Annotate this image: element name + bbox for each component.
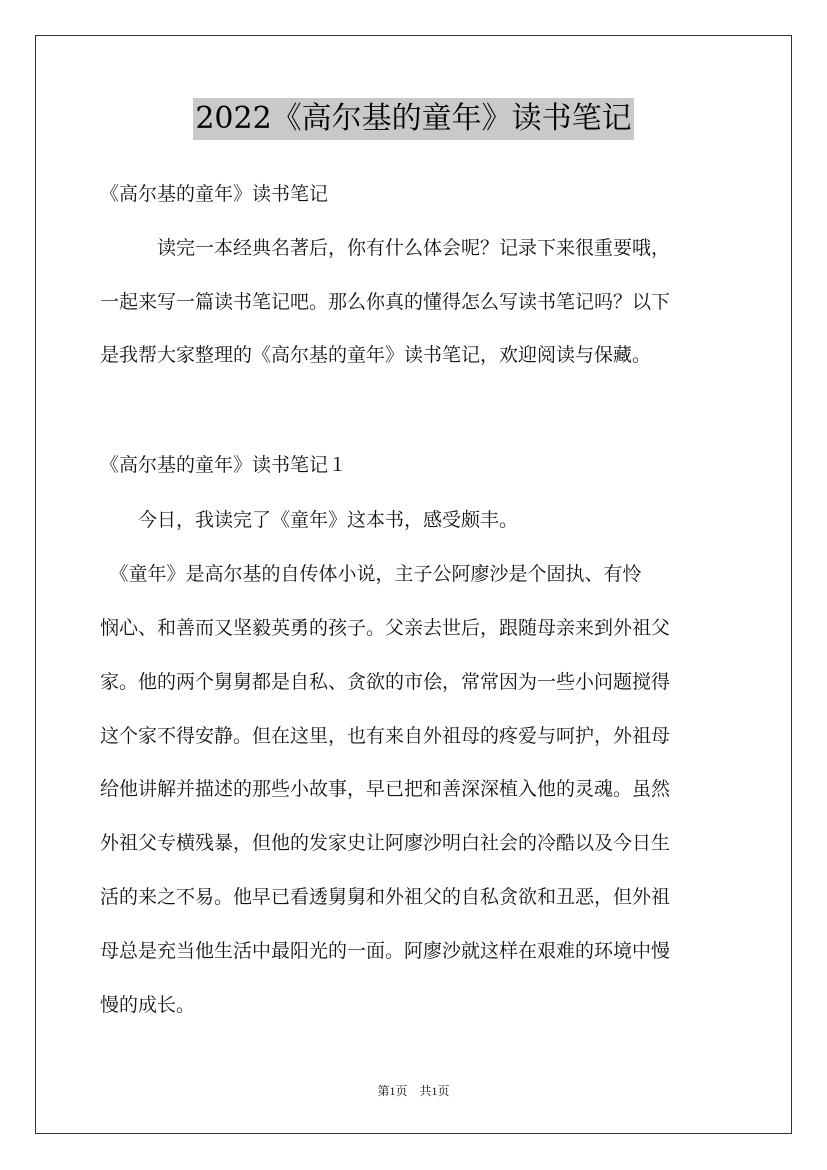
section-heading: 《高尔基的童年》读书笔记１ xyxy=(100,454,348,476)
intro-line-3: 是我帮大家整理的《高尔基的童年》读书笔记，欢迎阅读与保藏。 xyxy=(100,344,652,366)
body-line-8: 母总是充当他生活中最阳光的一面。阿廖沙就这样在艰难的环境中慢 xyxy=(100,940,671,962)
intro-line-2: 一起来写一篇读书笔记吧。那么你真的懂得怎么写读书笔记吗？以下 xyxy=(100,291,671,313)
title-container xyxy=(0,98,827,140)
intro-line-1: 读完一本经典名著后，你有什么体会呢？记录下来很重要哦， xyxy=(100,237,671,259)
body-line-1: 《童年》是高尔基的自传体小说，主子公阿廖沙是个固执、有怜 xyxy=(100,563,642,585)
section-first-line: 今日，我读完了《童年》这本书，感受颇丰。 xyxy=(100,509,519,531)
document-title: 2022《高尔基的童年》读书笔记 xyxy=(193,98,633,140)
body-line-3: 家。他的两个舅舅都是自私、贪欲的市侩，常常因为一些小问题搅得 xyxy=(100,671,671,693)
page-footer: 第1页 共1页 xyxy=(377,1084,450,1098)
body-line-9: 慢的成长。 xyxy=(100,994,196,1016)
body-line-5: 给他讲解并描述的那些小故事，早已把和善深深植入他的灵魂。虽然 xyxy=(100,778,671,800)
body-line-4: 这个家不得安静。但在这里，也有来自外祖母的疼爱与呵护，外祖母 xyxy=(100,725,671,747)
body-line-7: 活的来之不易。他早已看透舅舅和外祖父的自私贪欲和丑恶，但外祖 xyxy=(100,886,671,908)
body-line-6: 外祖父专横残暴，但他的发家史让阿廖沙明白社会的冷酷以及今日生 xyxy=(100,832,671,854)
document-subtitle: 《高尔基的童年》读书笔记 xyxy=(100,183,329,205)
body-line-2: 悯心、和善而又坚毅英勇的孩子。父亲去世后，跟随母亲来到外祖父 xyxy=(100,617,671,639)
